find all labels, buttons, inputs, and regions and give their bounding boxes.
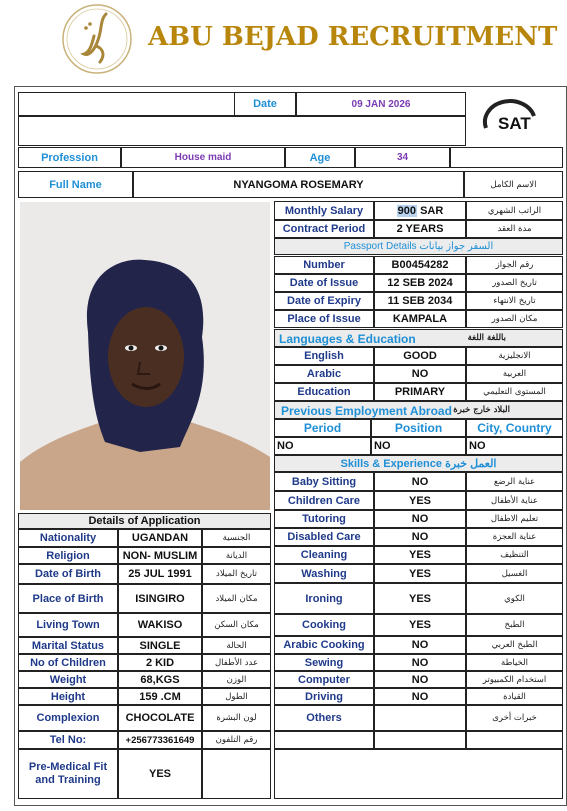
monthly-currency: SAR [420,204,444,217]
skill-row-label: Tutoring [274,510,374,528]
blank-cell [450,147,563,168]
employment-header [274,401,563,419]
fullname-ar: الاسم الكامل [464,171,563,198]
skill-row-ar: الخياطة [466,654,563,671]
skill-row-ar: الطبخ [466,614,563,636]
skill-row-label: Children Care [274,491,374,510]
passport-row-label: Place of Issue [274,310,374,328]
application-row-ar: مكان السكن [202,613,271,637]
application-row-value: ISINGIRO [118,584,202,613]
application-row-ar: مكان الميلاد [202,584,271,613]
passport-row-value: 12 SEB 2024 [374,274,466,292]
monthly-salary-label: Monthly Salary [274,201,374,220]
contract-ar: مدة العقد [466,220,563,238]
application-row-label: Nationality [18,529,118,547]
language-row-value: GOOD [374,347,466,365]
application-row-ar: الديانة [202,547,271,564]
application-row-ar: عدد الأطفال [202,654,271,671]
application-row-label: Marital Status [18,637,118,654]
application-row-value: WAKISO [118,613,202,637]
application-row-label: Religion [18,547,118,564]
application-row-ar: تاريخ الميلاد [202,564,271,584]
skill-row-ar: خبرات أخرى [466,705,563,731]
skill-row-label: Washing [274,564,374,583]
sat-logo [476,96,546,146]
language-row-value: PRIMARY [374,383,466,401]
passport-row-ar: رقم الجواز [466,256,563,274]
application-row-ar: الحالة [202,637,271,654]
application-row-label: Living Town [18,613,118,637]
employment-col-period: Period [274,419,371,437]
skill-row-label: Computer [274,671,374,688]
application-row-ar: الوزن [202,671,271,688]
passport-row-label: Date of Expiry [274,292,374,310]
skills-header: Skills & Experience العمل خبرة [274,455,563,472]
application-row-value: 25 JUL 1991 [118,564,202,584]
skill-row-label: Baby Sitting [274,472,374,491]
languages-header-ar: باللغة اللغة [467,333,506,343]
skill-row-label: Driving [274,688,374,705]
skill-row-ar: الكوي [466,583,563,614]
languages-header-label: Languages & Education [279,332,416,346]
skill-row-ar: عناية الأطفال [466,491,563,510]
application-row-value: YES [118,749,202,799]
skill-row-value: YES [374,583,466,614]
application-row-value: 68,KGS [118,671,202,688]
application-row-value: CHOCOLATE [118,705,202,731]
language-row-ar: الانجليزية [466,347,563,365]
skill-row-ar: القيادة [466,688,563,705]
age-label: Age [285,147,355,168]
passport-row-value: 11 SEB 2034 [374,292,466,310]
language-row-ar: المستوى التعليمي [466,383,563,401]
age-value: 34 [355,147,450,168]
monthly-salary-value [374,201,466,220]
application-header: Details of Application [18,513,271,529]
skill-row-label: Arabic Cooking [274,636,374,654]
contract-label: Contract Period [274,220,374,238]
passport-row-ar: تاريخ الانتهاء [466,292,563,310]
application-row-label: Place of Birth [18,584,118,613]
blank-row [18,116,466,146]
skill-row-label: Cleaning [274,546,374,564]
application-row-ar [202,749,271,799]
svg-text:SAT: SAT [498,114,531,133]
passport-row-value: B00454282 [374,256,466,274]
application-row-label: Date of Birth [18,564,118,584]
passport-row-label: Date of Issue [274,274,374,292]
skill-row-ar: الطبخ العربي [466,636,563,654]
passport-row-ar: تاريخ الصدور [466,274,563,292]
employment-city: NO [466,437,563,455]
monthly-salary-ar: الراتب الشهري [466,201,563,220]
passport-row-label: Number [274,256,374,274]
application-row-value: NON- MUSLIM [118,547,202,564]
skill-row-value: YES [374,546,466,564]
skill-row-value: YES [374,491,466,510]
language-row-label: English [274,347,374,365]
skill-row-label: Ironing [274,583,374,614]
profession-label: Profession [18,147,121,168]
employment-header-label: Previous Employment Abroad [281,404,452,418]
application-row-ar: الطول [202,688,271,705]
skill-row-value [374,705,466,731]
skill-row-value: YES [374,564,466,583]
date-value: 09 JAN 2026 [296,92,466,116]
passport-header: Passport Details السفر جواز بيانات [274,238,563,255]
brand-logo [60,0,135,78]
skill-row-value: NO [374,654,466,671]
skill-row-value: NO [374,472,466,491]
skill-row-value: NO [374,636,466,654]
skill-row-value: NO [374,671,466,688]
page-title: ABU BEJAD RECRUITMENT [148,22,558,52]
applicant-photo [20,202,270,510]
application-row-ar: لون البشرة [202,705,271,731]
language-row-label: Education [274,383,374,401]
application-row-value: +256773361649 [118,731,202,749]
employment-period: NO [274,437,371,455]
skill-row-ar: عناية الرضع [466,472,563,491]
skill-row-ar: الغسيل [466,564,563,583]
skill-row-label: Sewing [274,654,374,671]
passport-row-ar: مكان الصدور [466,310,563,328]
application-row-value: 159 .CM [118,688,202,705]
application-row-label: No of Children [18,654,118,671]
language-row-label: Arabic [274,365,374,383]
skill-row-value: NO [374,528,466,546]
application-row-ar: رقم التلفون [202,731,271,749]
blank-cell [274,731,374,749]
application-row-value: UGANDAN [118,529,202,547]
application-row-value: 2 KID [118,654,202,671]
contract-value: 2 YEARS [374,220,466,238]
monthly-amount: 900 [397,204,417,217]
application-row-label: Pre-Medical Fit and Training [18,749,118,799]
skill-row-label: Disabled Care [274,528,374,546]
skill-row-label: Cooking [274,614,374,636]
fullname-value: NYANGOMA ROSEMARY [133,171,464,198]
application-row-label: Tel No: [18,731,118,749]
profession-value: House maid [121,147,285,168]
application-row-label: Weight [18,671,118,688]
application-row-label: Height [18,688,118,705]
skill-row-ar: عناية العجزة [466,528,563,546]
skill-row-label: Others [274,705,374,731]
date-label: Date [234,92,296,116]
employment-header-ar: البلاد خارج خبرة [453,405,510,415]
employment-col-position: Position [371,419,466,437]
employment-col-city: City, Country [466,419,563,437]
application-row-label: Complexion [18,705,118,731]
blank-cell [274,749,563,799]
skill-row-value: NO [374,510,466,528]
application-row-value: SINGLE [118,637,202,654]
passport-row-value: KAMPALA [374,310,466,328]
blank-cell [374,731,466,749]
blank-cell [466,731,563,749]
skill-row-value: YES [374,614,466,636]
employment-position: NO [371,437,466,455]
languages-header [274,329,563,347]
skill-row-ar: التنظيف [466,546,563,564]
fullname-label: Full Name [18,171,133,198]
skill-row-ar: استخدام الكمبيوتر [466,671,563,688]
language-row-ar: العربية [466,365,563,383]
language-row-value: NO [374,365,466,383]
skill-row-value: NO [374,688,466,705]
skill-row-ar: تعليم الاطفال [466,510,563,528]
application-row-ar: الجنسية [202,529,271,547]
